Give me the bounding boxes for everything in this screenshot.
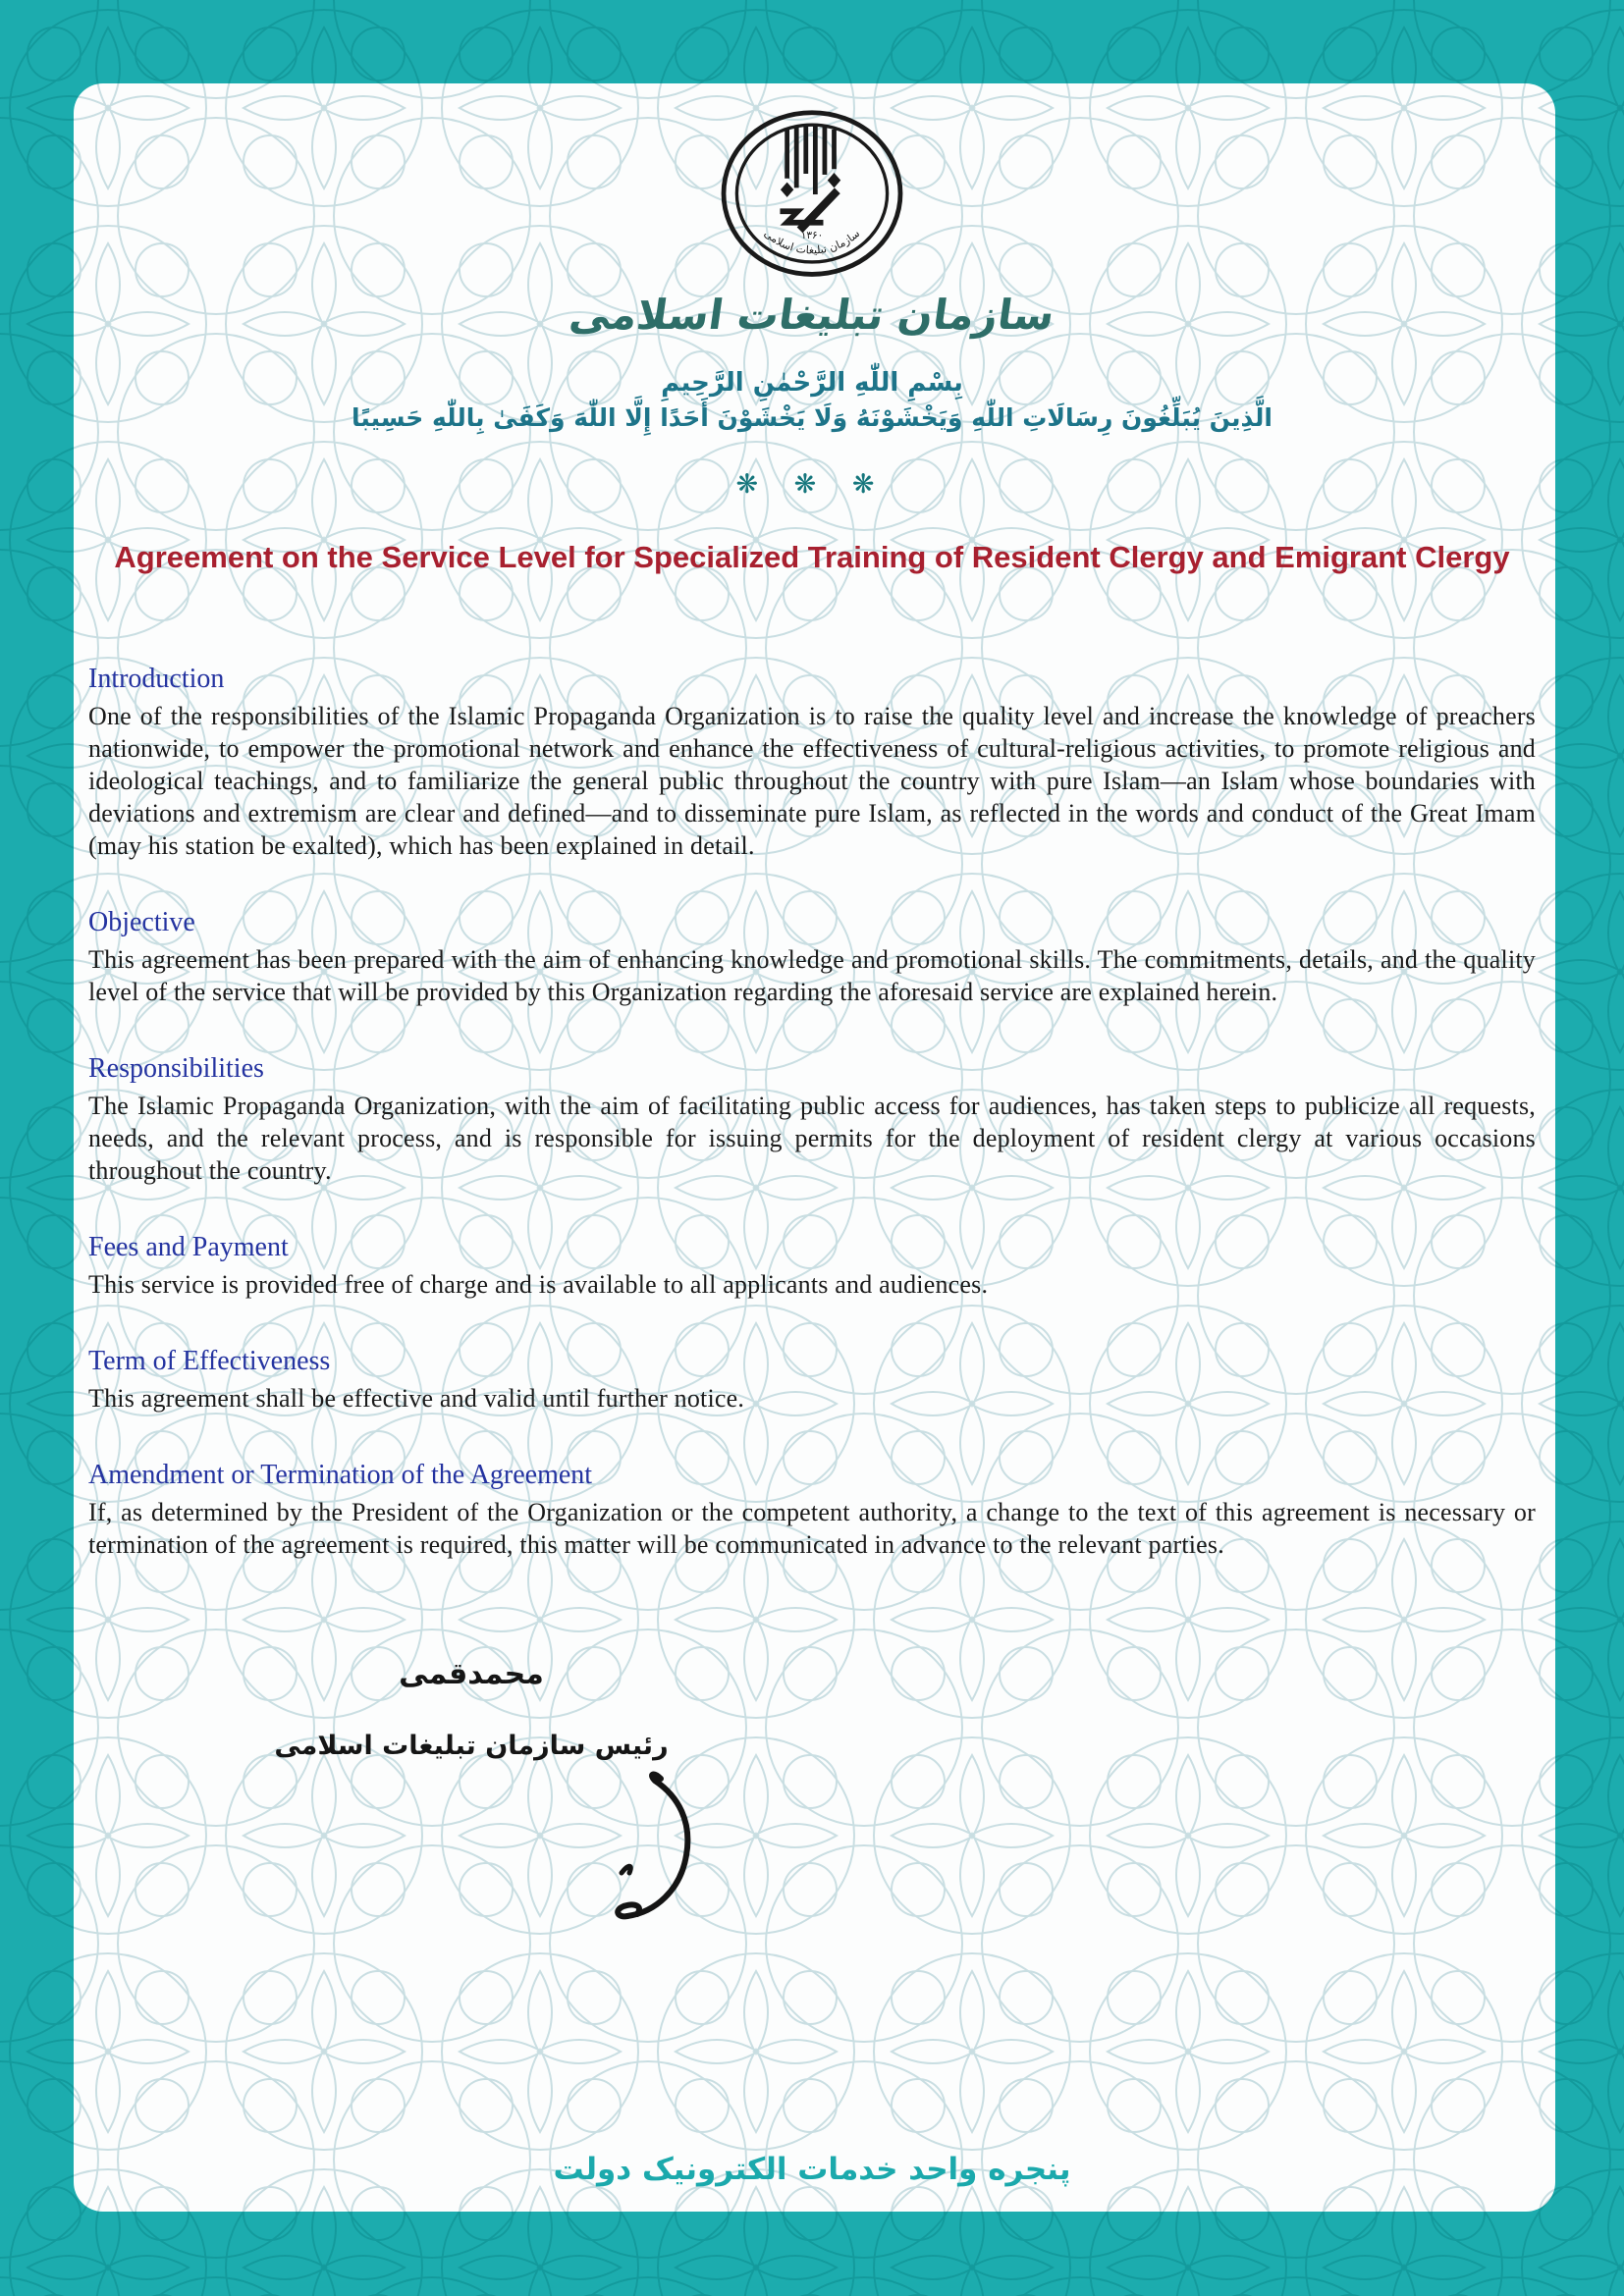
section-fees-and-payment	[88, 1232, 1536, 1301]
signature-block	[196, 1657, 746, 1761]
allah-kufic-calligraphy-mark	[780, 125, 840, 233]
section-body: If, as determined by the President of the Organization or the competent authority, a change to the text of this agreement is necessary or termination of the agreement is required, this matter will be communicated in advance to the relevant parties.	[88, 1497, 1536, 1559]
org-name-calligraphy: سازمان تبلیغات اسلامی	[567, 291, 1057, 339]
organization-emblem-icon	[718, 107, 906, 284]
logo-arc-text: سازمان تبلیغات اسلامی	[761, 227, 863, 257]
section-body: This service is provided free of charge and is available to all applicants and audiences.	[88, 1269, 989, 1299]
handwritten-signature-stroke	[584, 1757, 722, 1944]
section-heading: Responsibilities	[88, 1052, 264, 1084]
document-content	[88, 83, 1536, 1561]
section-heading: Introduction	[88, 663, 225, 694]
section-heading: Fees and Payment	[88, 1231, 289, 1262]
section-heading: Objective	[88, 906, 195, 937]
quran-verse: الَّذِينَ يُبَلِّغُونَ رِسَالَاتِ اللّٰهِ وَيَخْشَوْنَهُ وَلَا يَخْشَوْنَ أَحَدًا إِلَّا اللّٰهَ وَكَفَىٰ بِاللّٰهِ حَسِيبًا	[352, 403, 1272, 432]
section-amendment-or-termination	[88, 1460, 1536, 1561]
footer-service-window-text: پنجره واحد خدمات الکترونیک دولت	[553, 2152, 1071, 2187]
document-title: Agreement on the Service Level for Specialized Training of Resident Clergy and Emigrant Clergy	[114, 540, 1510, 574]
ornament-divider: ❋ ❋ ❋	[735, 469, 889, 500]
section-body: This agreement shall be effective and valid until further notice.	[88, 1383, 745, 1413]
section-heading: Amendment or Termination of the Agreement	[88, 1459, 593, 1490]
section-body: The Islamic Propaganda Organization, with the aim of facilitating public access for audiences, has taken steps to publicize all requests, needs, and the relevant process, and is responsible for issuing permits for the deployment of resident clergy at various occasions throughout the country.	[88, 1091, 1536, 1185]
section-heading: Term of Effectiveness	[88, 1345, 331, 1376]
section-responsibilities	[88, 1053, 1536, 1187]
section-body: This agreement has been prepared with the aim of enhancing knowledge and promotional skills. The commitments, details, and the quality level of the service that will be provided by this Organization regarding the aforesaid service are explained herein.	[88, 944, 1536, 1006]
section-body: One of the responsibilities of the Islamic Propaganda Organization is to raise the quality level and increase the knowledge of preachers nationwide, to empower the promotional network and enhance the effectiveness of cultural-religious activities, to promote religious and ideological teachings, and to familiarize the general public throughout the country with pure Islam—an Islam whose boundaries with deviations and extremism are clear and defined—and to disseminate pure Islam, as reflected in the words and conduct of the Great Imam (may his station be exalted), which has been explained in detail.	[88, 701, 1536, 860]
signatory-role: رئیس سازمان تبلیغات اسلامی	[274, 1731, 669, 1761]
sections	[88, 664, 1536, 1561]
signatory-name: محمدقمی	[399, 1657, 544, 1691]
section-term-of-effectiveness	[88, 1346, 1536, 1415]
section-introduction	[88, 664, 1536, 862]
bismillah-text: بِسْمِ اللّٰهِ الرَّحْمٰنِ الرَّحِيمِ	[661, 368, 963, 398]
logo-year: ۱۳۶۰	[800, 230, 824, 242]
organization-logo	[88, 107, 1536, 289]
section-objective	[88, 907, 1536, 1008]
